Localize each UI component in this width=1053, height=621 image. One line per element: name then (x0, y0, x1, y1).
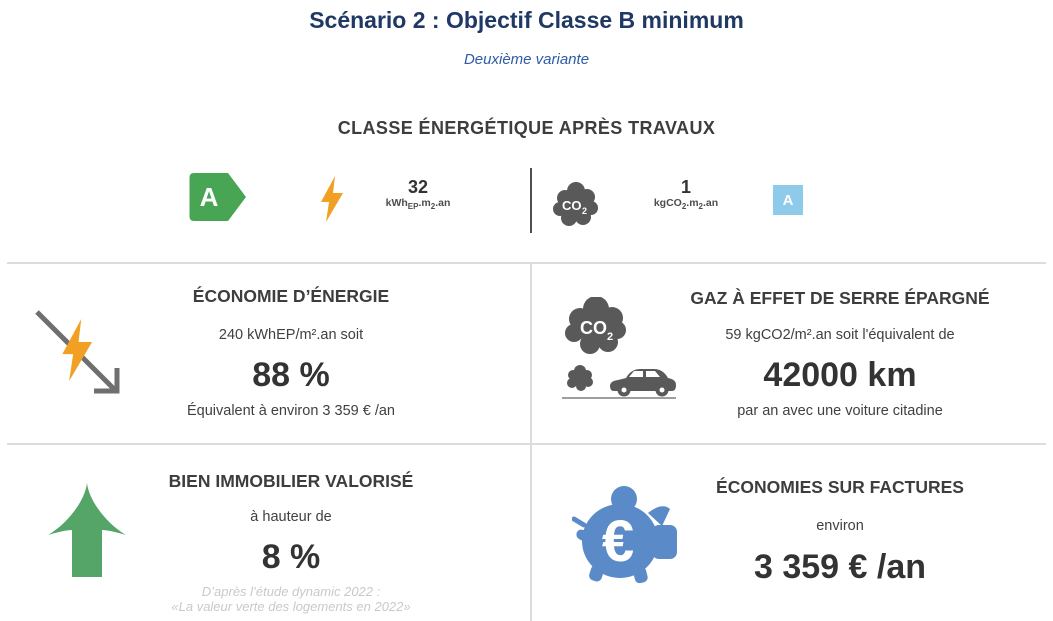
co2-emission-stat (636, 177, 736, 211)
euro-symbol: € (601, 509, 635, 574)
energy-class-section-heading: CLASSE ÉNERGÉTIQUE APRÈS TRAVAUX (337, 118, 716, 138)
co2-emission-value: 1 (680, 177, 691, 197)
energy-consumption-value: 32 (407, 177, 429, 197)
class-row-divider (530, 168, 532, 233)
property-value: 8 % (261, 538, 321, 576)
property-footnote-line1: D’après l’étude dynamic 2022 : (201, 584, 381, 599)
energy-consumption-stat (368, 177, 468, 211)
energy-savings-title: ÉCONOMIE D’ÉNERGIE (192, 286, 390, 306)
co2-cloud-icon (553, 181, 599, 236)
svg-text:CO: CO (580, 318, 607, 338)
energy-class-arrow-icon (188, 172, 247, 222)
bills-value: 3 359 € /an (753, 548, 926, 586)
bills-title: ÉCONOMIES SUR FACTURES (716, 477, 964, 497)
page-title: Scénario 2 : Objectif Classe B minimum (309, 7, 744, 33)
energy-savings-value: 88 % (252, 356, 330, 394)
bills-line1: environ (816, 518, 864, 534)
ghg-title: GAZ À EFFET DE SERRE ÉPARGNÉ (690, 288, 990, 308)
ges-class-a-badge: A (773, 185, 803, 215)
svg-text:2: 2 (607, 331, 614, 343)
energy-savings-line1: 240 kWhEP/m².an soit (218, 327, 364, 343)
page-subtitle: Deuxième variante (463, 51, 590, 68)
property-footnote-line2: «La valeur verte des logements en 2022» (171, 599, 411, 614)
co2-emission-unit: $kgCO_2.m_2.an$ (653, 197, 719, 212)
energy-class-a-badge (188, 172, 247, 227)
ghg-line2: par an avec une voiture citadine (737, 403, 943, 419)
ghg-value: 42000 km (763, 356, 917, 394)
svg-text:CO: CO (562, 198, 582, 213)
quadrant-bill-savings (532, 445, 1053, 621)
energy-consumption-unit: $kWh_{EP}.m_2.an$ (385, 197, 451, 212)
quadrant-property-value (0, 445, 530, 621)
ghg-line1: 59 kgCO2/m².an soit l'équivalent de (725, 327, 955, 343)
property-line1: à hauteur de (250, 509, 332, 525)
energy-class-letter: A (199, 182, 219, 212)
property-title: BIEN IMMOBILIER VALORISÉ (168, 471, 414, 491)
quadrant-energy-savings (0, 264, 530, 443)
quadrant-ghg-saved (532, 264, 1053, 443)
energy-savings-line2: Équivalent à environ 3 359 € /an (187, 403, 395, 419)
lightning-icon (320, 176, 343, 227)
svg-text:2: 2 (582, 206, 588, 216)
